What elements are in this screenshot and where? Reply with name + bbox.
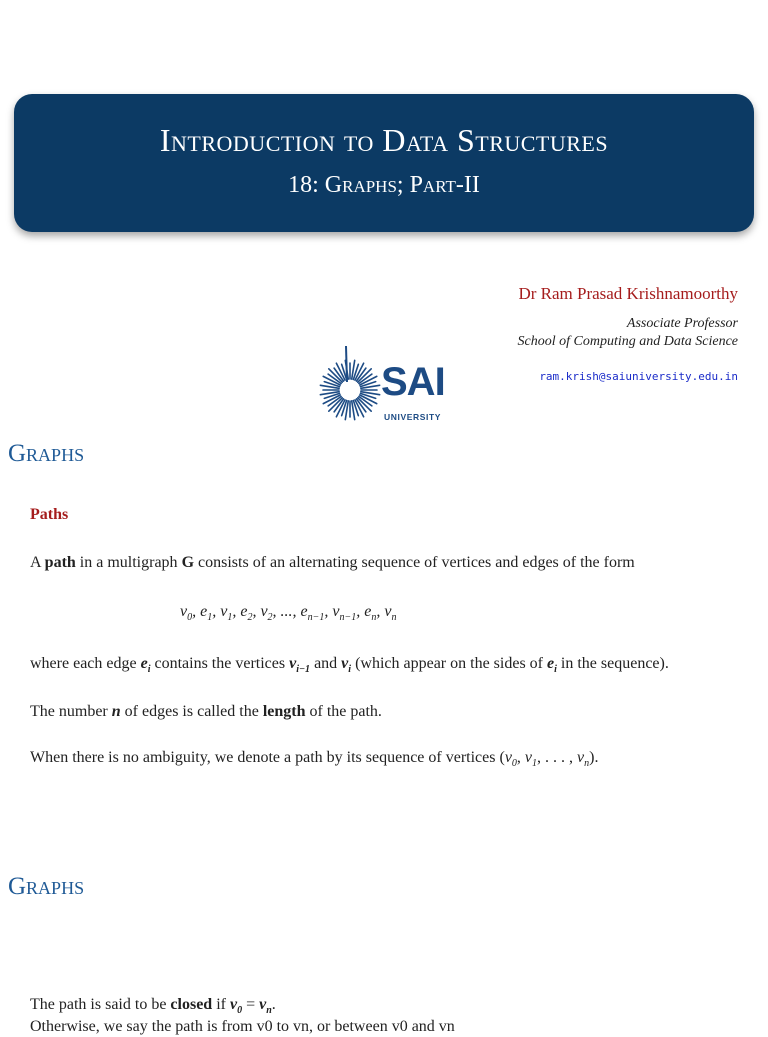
- section-heading-graphs-1: Graphs: [8, 440, 85, 467]
- logo-wordmark: SAI: [381, 360, 445, 404]
- author-role: Associate Professor: [626, 316, 738, 331]
- sequence-term: e: [200, 603, 208, 620]
- university-logo: [318, 344, 450, 428]
- edge-condition: where each edge $e_i$ contains the vertices $v_{i-1}$ and $v_i$ (which appear on the sides of $e_i$ in the sequence).: [30, 655, 669, 675]
- term-length: length: [262, 703, 306, 720]
- sequence-term: v: [384, 603, 392, 620]
- length-definition: The number n of edges is called the length of the path.: [30, 703, 382, 720]
- open-path-definition-cut: Otherwise, we say the path is from v0 to vn, or between v0 and vn: [30, 1018, 455, 1035]
- term-path: path: [44, 554, 76, 571]
- sequence-term: e: [300, 603, 308, 620]
- vertex-notation: When there is no ambiguity, we denote a path by its sequence of vertices ($v_0$, $v_1$, . . . , $v_n$).: [30, 749, 599, 769]
- title-banner: [14, 94, 754, 232]
- author-school: School of Computing and Data Science: [517, 334, 738, 349]
- sequence-term: v: [180, 603, 188, 620]
- author-email-link[interactable]: ram.krish@saiuniversity.edu.in: [539, 370, 738, 383]
- block-title-paths: Paths: [30, 506, 69, 523]
- path-sequence-formula: $v_0$, $e_1$, $v_1$, $e_2$, $v_2$, ..., $e_{n-1}$, $v_{n-1}$, $e_n$, $v_n$: [180, 603, 397, 623]
- presentation-title: Introduction to Data Structures: [159, 122, 609, 158]
- sunburst-logo-icon: [318, 344, 384, 428]
- sequence-term: ...: [280, 603, 293, 620]
- section-heading-graphs-2: Graphs: [8, 873, 85, 900]
- sequence-term: e: [364, 603, 372, 620]
- author-name: Dr Ram Prasad Krishnamoorthy: [518, 284, 738, 303]
- closed-path-definition: The path is said to be closed if $v_0 = v_n$.: [30, 996, 276, 1016]
- sequence-term: v: [260, 603, 268, 620]
- path-definition: A path in a multigraph G consists of an alternating sequence of vertices and edges of the form: [30, 554, 635, 571]
- sequence-term: v: [332, 603, 340, 620]
- sequence-term: v: [220, 603, 228, 620]
- term-closed: closed: [170, 996, 213, 1013]
- presentation-subtitle: 18: Graphs; Part-II: [288, 172, 480, 198]
- sequence-term: e: [240, 603, 248, 620]
- logo-subtext: UNIVERSITY: [384, 412, 442, 422]
